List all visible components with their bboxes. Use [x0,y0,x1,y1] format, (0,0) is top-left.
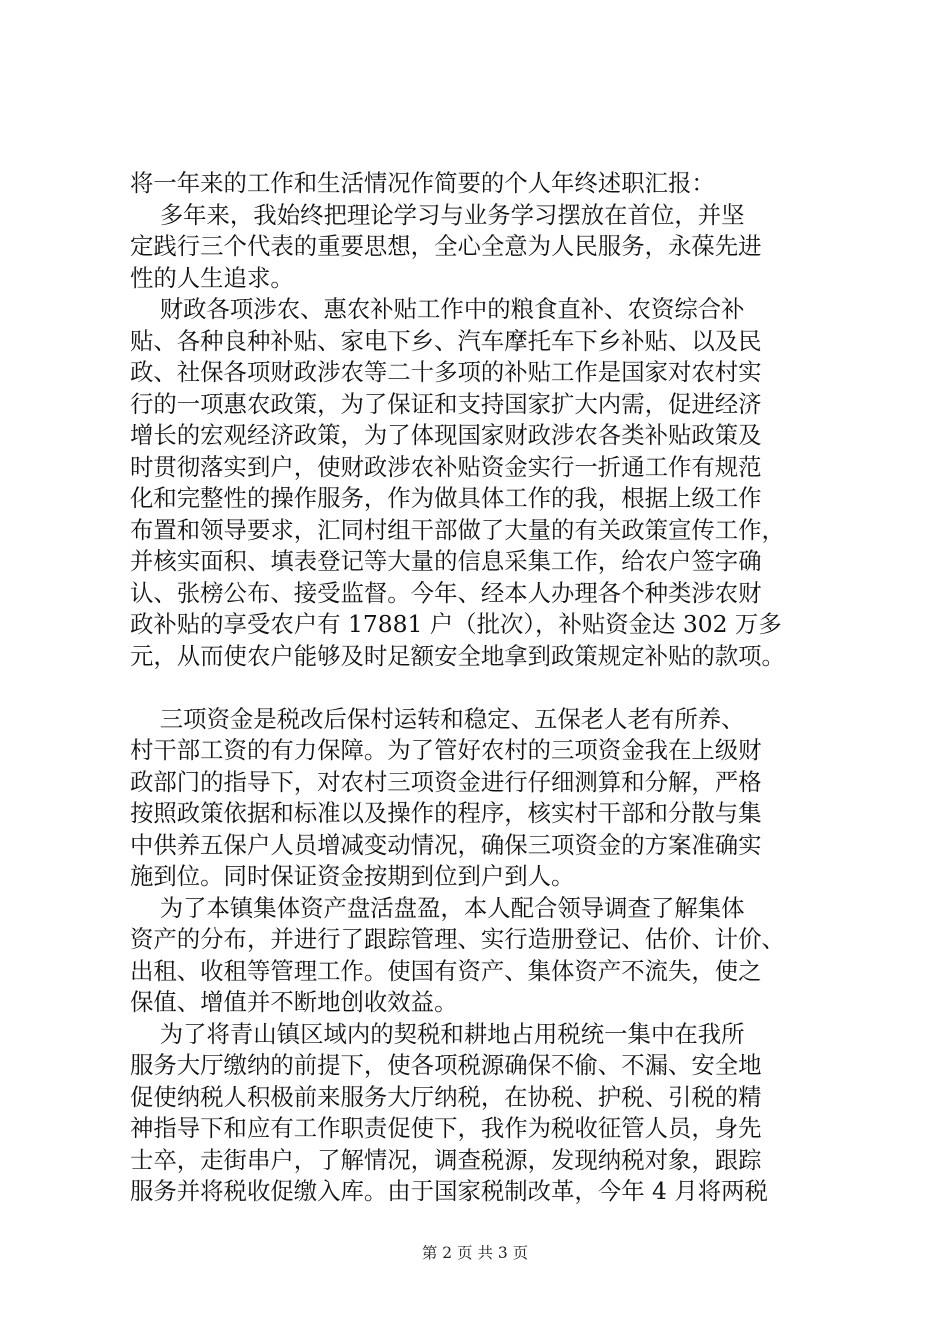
page-number-footer: 第 2 页 共 3 页 [421,1244,529,1262]
paragraph-study [130,200,830,295]
text-line: 化和完整性的操作服务，作为做具体工作的我，根据上级工作 [130,484,762,512]
text-line: 将一年来的工作和生活情况作简要的个人年终述职汇报： [130,169,715,197]
text-line: 施到位。同时保证资金按期到位到户到人。 [130,862,575,890]
text-line: 资产的分布，并进行了跟踪管理、实行造册登记、估价、计价、 [130,925,785,953]
paragraph-subsidies [130,294,830,672]
text-line: 为了本镇集体资产盘活盘盈，本人配合领导调查了解集体 [130,893,745,922]
paragraph-collective-assets [130,893,830,1019]
text-line: 行的一项惠农政策，为了保证和支持国家扩大内需，促进经济 [130,389,762,418]
text-line: 服务并将税收促缴入库。由于国家税制改革，今年 4 月将两税 [130,1177,768,1205]
text-line: 中供养五保户人员增减变动情况，确保三项资金的方案准确实 [130,830,762,859]
text-line: 士卒，走街串户，了解情况，调查税源，发现纳税对象，跟踪 [130,1145,762,1174]
text-line: 服务大厅缴纳的前提下，使各项税源确保不偷、不漏、安全地 [130,1051,762,1079]
text-line: 财政各项涉农、惠农补贴工作中的粮食直补、农资综合补 [130,295,745,323]
text-line: 村干部工资的有力保障。为了管好农村的三项资金我在上级财 [130,736,762,764]
text-line: 布置和领导要求，汇同村组干部做了大量的有关政策宣传工作， [130,515,785,544]
blank-line [130,672,830,704]
text-line: 多年来，我始终把理论学习与业务学习摆放在首位，并坚 [130,200,745,229]
text-line: 并核实面积、填表登记等大量的信息采集工作，给农户签字确 [130,547,762,575]
text-line: 政补贴的享受农户有 17881 户（批次），补贴资金达 302 万多 [130,610,782,638]
text-line: 促使纳税人积极前来服务大厅纳税，在协税、护税、引税的精 [130,1082,762,1111]
paragraph-taxation [130,1019,830,1208]
text-line: 神指导下和应有工作职责促使下，我作为税收征管人员，身先 [130,1114,762,1142]
text-line: 出租、收租等管理工作。使国有资产、集体资产不流失，使之 [130,956,762,985]
text-line: 三项资金是税改后保村运转和稳定、五保老人老有所养、 [130,704,745,733]
paragraph-three-funds [130,704,830,893]
text-line: 政、社保各项财政涉农等二十多项的补贴工作是国家对农村实 [130,358,762,386]
text-line: 为了将青山镇区域内的契税和耕地占用税统一集中在我所 [130,1019,745,1048]
text-line: 增长的宏观经济政策，为了体现国家财政涉农各类补贴政策及 [130,421,762,449]
text-line: 定践行三个代表的重要思想，全心全意为人民服务，永葆先进 [130,232,762,260]
text-line: 性的人生追求。 [130,263,294,292]
text-line: 保值、增值并不断地创收效益。 [130,988,458,1016]
text-line: 按照政策依据和标准以及操作的程序，核实村干部和分散与集 [130,799,762,827]
paragraph-intro [130,168,830,200]
text-line: 时贯彻落实到户，使财政涉农补贴资金实行一折通工作有规范 [130,452,762,481]
text-line: 认、张榜公布、接受监督。今年、经本人办理各个种类涉农财 [130,578,762,607]
document-body [130,168,830,1208]
text-line: 贴、各种良种补贴、家电下乡、汽车摩托车下乡补贴、以及民 [130,326,762,355]
text-line: 政部门的指导下，对农村三项资金进行仔细测算和分解，严格 [130,767,762,796]
paragraph-spacer [130,672,830,704]
text-line: 元，从而使农户能够及时足额安全地拿到政策规定补贴的款项。 [130,641,785,670]
